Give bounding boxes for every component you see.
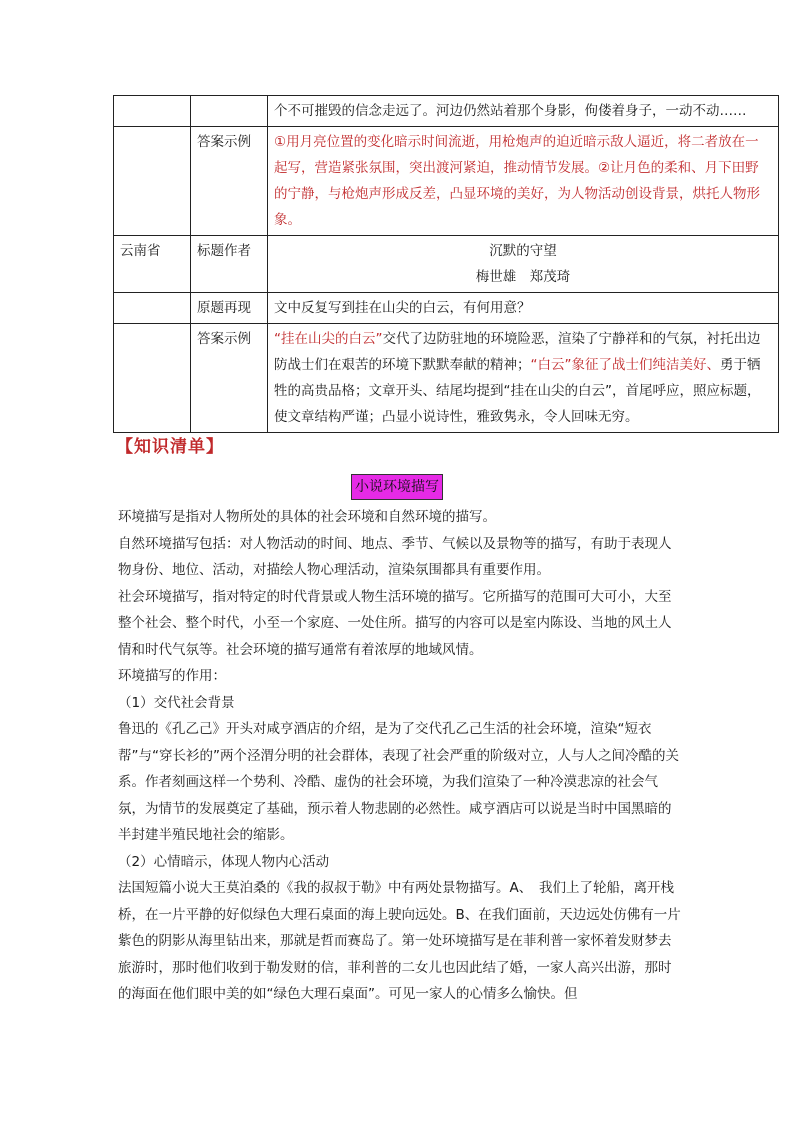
table-cell-region: 云南省	[114, 236, 191, 293]
section-title-wrap	[0, 474, 794, 500]
table-row	[114, 127, 779, 236]
table-cell-label: 原题再现	[191, 293, 268, 324]
paragraph: 法国短篇小说大王莫泊桑的《我的叔叔于勒》中有两处景物描写。A、 我们上了轮船，离开栈桥，在一片平静的好似绿色大理石桌面的海上驶向远处。B、在我们面前，天边远处仿佛有一片紫色的阴影从海里钻出来，那就是哲而赛岛了。第一处环境描写是在菲利普一家怀着发财梦去旅游时，那时他们收到于勒发财的信，菲利普的二女儿也因此结了婚，一家人高兴出游，那时的海面在他们眼中美的如“绿色大理石桌面”。可见一家人的心情多么愉快。但	[118, 880, 681, 1002]
table-cell-label: 答案示例	[191, 127, 268, 236]
table-row	[114, 96, 779, 127]
table-cell-region	[114, 293, 191, 324]
table-cell-question: 文中反复写到挂在山尖的白云，有何用意？	[268, 293, 779, 324]
section-heading: 【知识清单】	[116, 437, 224, 457]
table-cell-region	[114, 127, 191, 236]
answer-part: 交代了边防驻地的环境险恶，渲染了宁静祥和的气氛，衬托出边防战士们在艰苦的环境下默默奉献的精神；	[274, 331, 761, 373]
exam-question-table	[113, 95, 779, 433]
table-row	[114, 293, 779, 324]
paragraph: 自然环境描写包括：对人物活动的时间、地点、季节、气候以及景物等的描写，有助于表现人物身份、地位、活动，对描绘人物心理活动，渲染氛围都具有重要作用。	[118, 535, 672, 578]
paragraph: 社会环境描写，指对特定的时代背景或人物生活环境的描写。它所描写的范围可大可小，大至整个社会、整个时代，小至一个家庭、一处住所。描写的内容可以是室内陈设、当地的风土人情和时代气氛等。社会环境的描写通常有着浓厚的地域风情。	[118, 588, 672, 658]
body-text	[118, 504, 682, 1008]
paragraph: 鲁迅的《孔乙己》开头对咸亨酒店的介绍，是为了交代孔乙己生活的社会环境，渲染“短衣帮”与“穿长衫的”两个泾渭分明的社会群体，表现了社会严重的阶级对立，人与人之间冷酷的关系。作者刻画这样一个势利、冷酷、虚伪的社会环境，为我们渲染了一种冷漠悲凉的社会气氛，为情节的发展奠定了基础，预示着人物悲剧的必然性。咸亨酒店可以说是当时中国黑暗的半封建半殖民地社会的缩影。	[118, 721, 679, 843]
paragraph: （1）交代社会背景	[118, 694, 235, 711]
table-row	[114, 236, 779, 293]
table-cell-label: 标题作者	[191, 236, 268, 293]
table-cell-answer: ①用月亮位置的变化暗示时间流逝，用枪炮声的迫近暗示敌人逼近，将二者放在一起写，营造紧张氛围，突出渡河紧迫，推动情节发展。②让月色的柔和、月下田野的宁静，与枪炮声形成反差，凸显环境的美好，为人物活动创设背景，烘托人物形象。	[268, 127, 779, 236]
paragraph: 环境描写的作用：	[118, 668, 226, 684]
table-cell-title-author	[268, 236, 779, 293]
table-cell-label	[191, 96, 268, 127]
answer-part: 勇于牺牲的高贵品格；文章开头、结尾均提到“挂在山尖的白云”，首尾呼应，照应标题，使文章结构严谨；凸显小说诗性，雅致隽永，令人回味无穷。	[274, 357, 761, 425]
table-cell-region	[114, 324, 191, 433]
table-cell-answer	[268, 324, 779, 433]
answer-part: “白云”象征了战士们纯洁美好、	[530, 357, 720, 373]
answer-part: “挂在山尖的白云”	[274, 331, 383, 347]
story-title: 沉默的守望	[489, 243, 557, 259]
section-title: 小说环境描写	[351, 474, 443, 500]
paragraph: 环境描写是指对人物所处的具体的社会环境和自然环境的描写。	[118, 509, 496, 525]
story-authors: 梅世雄 郑茂琦	[475, 269, 571, 285]
table-row	[114, 324, 779, 433]
paragraph: （2）心情暗示，体现人物内心活动	[118, 853, 330, 870]
table-cell-content: 个不可摧毁的信念走远了。河边仍然站着那个身影，佝偻着身子，一动不动……	[268, 96, 779, 127]
table-cell-region	[114, 96, 191, 127]
table-cell-label: 答案示例	[191, 324, 268, 433]
